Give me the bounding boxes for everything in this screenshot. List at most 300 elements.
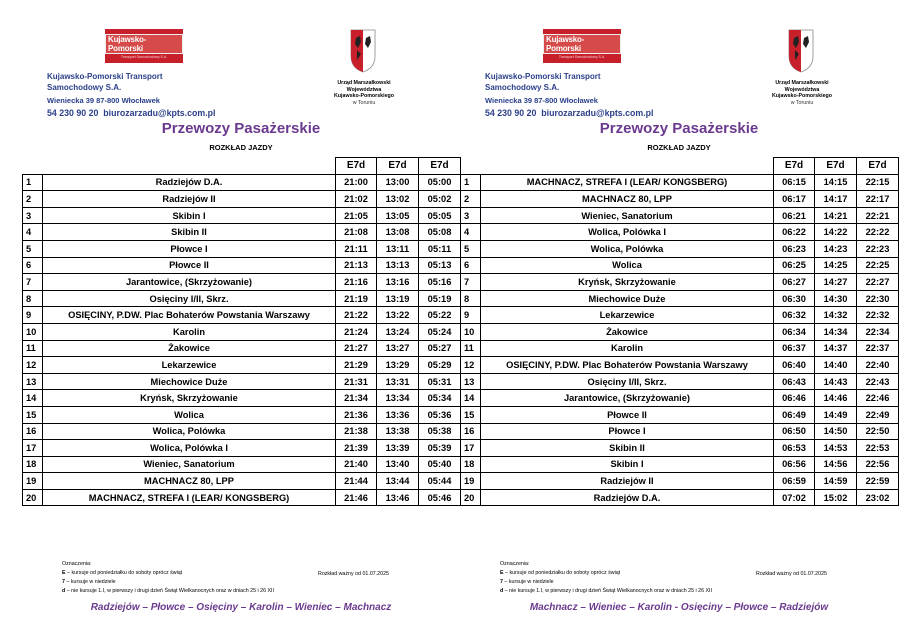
column-header: E7d xyxy=(857,158,899,175)
departure-time: 13:34 xyxy=(377,390,419,407)
departure-time: 05:36 xyxy=(419,406,461,423)
stop-name: Skibin II xyxy=(43,224,336,241)
stop-number: 7 xyxy=(461,274,481,291)
stop-number: 19 xyxy=(23,473,43,490)
departure-time: 21:16 xyxy=(336,274,377,291)
departure-time: 06:21 xyxy=(774,207,815,224)
departure-time: 05:02 xyxy=(419,191,461,208)
departure-time: 21:00 xyxy=(336,174,377,191)
timetable-left xyxy=(22,157,461,506)
table-row xyxy=(461,406,899,423)
stop-number: 15 xyxy=(461,406,481,423)
stop-name: Skibin II xyxy=(481,440,774,457)
legend-item: 7 – kursuje w niedziele xyxy=(500,579,554,585)
table-row xyxy=(461,456,899,473)
departure-time: 05:34 xyxy=(419,390,461,407)
column-header: E7d xyxy=(774,158,815,175)
table-row xyxy=(23,406,461,423)
legend-title: Oznaczenia: xyxy=(62,561,92,567)
stop-name: Osięciny I/II, Skrz. xyxy=(481,373,774,390)
table-row xyxy=(23,357,461,374)
departure-time: 05:29 xyxy=(419,357,461,374)
departure-time: 06:46 xyxy=(774,390,815,407)
table-row xyxy=(461,357,899,374)
stop-name: Wieniec, Sanatorium xyxy=(43,456,336,473)
departure-time: 22:25 xyxy=(857,257,899,274)
table-row xyxy=(461,323,899,340)
departure-time: 14:15 xyxy=(815,174,857,191)
table-row xyxy=(23,340,461,357)
stop-number: 5 xyxy=(461,240,481,257)
table-row xyxy=(461,423,899,440)
phone-number: 54 230 90 20 xyxy=(485,108,537,118)
table-row xyxy=(23,423,461,440)
table-row xyxy=(461,290,899,307)
departure-time: 06:50 xyxy=(774,423,815,440)
stop-number: 4 xyxy=(23,224,43,241)
stop-name: Radziejów II xyxy=(481,473,774,490)
departure-time: 13:40 xyxy=(377,456,419,473)
departure-time: 06:22 xyxy=(774,224,815,241)
table-row xyxy=(23,207,461,224)
table-row xyxy=(461,373,899,390)
stop-number: 17 xyxy=(461,440,481,457)
stop-number: 6 xyxy=(461,257,481,274)
departure-time: 14:25 xyxy=(815,257,857,274)
stop-number: 9 xyxy=(461,307,481,324)
route-name: Machnacz – Wieniec – Karolin - Osięciny – Płowce – Radziejów xyxy=(529,602,829,613)
stop-name: Miechowice Duże xyxy=(43,373,336,390)
departure-time: 14:32 xyxy=(815,307,857,324)
departure-time: 14:27 xyxy=(815,274,857,291)
company-address: Wieniecka 39 87-800 Włocławek xyxy=(47,96,160,105)
departure-time: 05:40 xyxy=(419,456,461,473)
departure-time: 21:46 xyxy=(336,489,377,506)
stop-name: Radziejów D.A. xyxy=(481,489,774,506)
departure-time: 05:13 xyxy=(419,257,461,274)
stop-number: 1 xyxy=(23,174,43,191)
stop-number: 8 xyxy=(461,290,481,307)
departure-time: 22:37 xyxy=(857,340,899,357)
table-row xyxy=(23,191,461,208)
departure-time: 06:43 xyxy=(774,373,815,390)
table-row xyxy=(23,390,461,407)
legend-item: d – nie kursuje 1.I, w pierwszy i drugi dzień Świąt Wielkanocnych oraz w dniach 25 i 26 XII xyxy=(62,588,274,594)
departure-time: 14:30 xyxy=(815,290,857,307)
departure-time: 06:15 xyxy=(774,174,815,191)
departure-time: 21:31 xyxy=(336,373,377,390)
departure-time: 15:02 xyxy=(815,489,857,506)
stop-name: Kryńsk, Skrzyżowanie xyxy=(481,274,774,291)
stop-number: 4 xyxy=(461,224,481,241)
table-row xyxy=(23,274,461,291)
office-line-3: Kujawsko-Pomorskiego xyxy=(333,93,395,100)
departure-time: 23:02 xyxy=(857,489,899,506)
page-subtitle: ROZKŁAD JAZDY xyxy=(209,143,273,152)
departure-time: 13:16 xyxy=(377,274,419,291)
marshal-office-label xyxy=(322,80,406,106)
timetable-right xyxy=(460,157,899,506)
stop-number: 3 xyxy=(461,207,481,224)
header-blank xyxy=(481,158,774,175)
departure-time: 21:02 xyxy=(336,191,377,208)
table-row xyxy=(461,207,899,224)
table-row xyxy=(23,323,461,340)
departure-time: 21:22 xyxy=(336,307,377,324)
departure-time: 22:46 xyxy=(857,390,899,407)
departure-time: 21:39 xyxy=(336,440,377,457)
table-row xyxy=(461,240,899,257)
stop-name: MACHNACZ 80, LPP xyxy=(481,191,774,208)
departure-time: 05:08 xyxy=(419,224,461,241)
table-row xyxy=(23,290,461,307)
table-row xyxy=(461,489,899,506)
departure-time: 05:22 xyxy=(419,307,461,324)
departure-time: 22:34 xyxy=(857,323,899,340)
departure-time: 05:00 xyxy=(419,174,461,191)
departure-time: 14:56 xyxy=(815,456,857,473)
departure-time: 22:23 xyxy=(857,240,899,257)
header-blank xyxy=(23,158,43,175)
stop-number: 3 xyxy=(23,207,43,224)
stop-number: 12 xyxy=(461,357,481,374)
marshal-office-label xyxy=(760,80,844,106)
kpts-logo xyxy=(543,29,621,63)
stop-number: 14 xyxy=(23,390,43,407)
departure-time: 21:38 xyxy=(336,423,377,440)
stop-number: 8 xyxy=(23,290,43,307)
stop-number: 20 xyxy=(461,489,481,506)
departure-time: 05:24 xyxy=(419,323,461,340)
departure-time: 06:53 xyxy=(774,440,815,457)
legend-item: E – kursuje od poniedziałku do soboty oprócz świąt xyxy=(500,570,621,576)
validity-note: Rozkład ważny od 01.07.2025 xyxy=(756,571,827,577)
validity-note: Rozkład ważny od 01.07.2025 xyxy=(318,571,389,577)
stop-number: 13 xyxy=(23,373,43,390)
email-address: biurozarzadu@kpts.com.pl xyxy=(103,108,216,118)
departure-time: 13:11 xyxy=(377,240,419,257)
page-subtitle: ROZKŁAD JAZDY xyxy=(647,143,711,152)
stop-name: Wolica, Polówka I xyxy=(481,224,774,241)
stop-number: 11 xyxy=(461,340,481,357)
departure-time: 13:38 xyxy=(377,423,419,440)
office-city: w Toruniu xyxy=(352,99,376,106)
table-row xyxy=(461,307,899,324)
stop-name: Wolica, Polówka I xyxy=(43,440,336,457)
stop-number: 10 xyxy=(23,323,43,340)
office-line-2: Województwa xyxy=(784,86,820,93)
departure-time: 21:08 xyxy=(336,224,377,241)
departure-time: 06:32 xyxy=(774,307,815,324)
table-row xyxy=(461,274,899,291)
office-city: w Toruniu xyxy=(790,99,814,106)
departure-time: 14:22 xyxy=(815,224,857,241)
stop-number: 1 xyxy=(461,174,481,191)
legend-item: d – nie kursuje 1.I, w pierwszy i drugi dzień Świąt Wielkanocnych oraz w dniach 25 i 26 XII xyxy=(500,588,712,594)
departure-time: 05:16 xyxy=(419,274,461,291)
header-blank xyxy=(43,158,336,175)
table-row xyxy=(461,191,899,208)
stop-name: Żakowice xyxy=(481,323,774,340)
departure-time: 05:27 xyxy=(419,340,461,357)
departure-time: 06:34 xyxy=(774,323,815,340)
stop-number: 7 xyxy=(23,274,43,291)
table-row xyxy=(23,456,461,473)
table-row xyxy=(461,224,899,241)
voivodeship-crest-icon xyxy=(787,28,815,74)
departure-time: 21:29 xyxy=(336,357,377,374)
departure-time: 13:31 xyxy=(377,373,419,390)
table-row xyxy=(461,390,899,407)
table-row xyxy=(23,240,461,257)
stop-name: Wieniec, Sanatorium xyxy=(481,207,774,224)
table-row xyxy=(23,373,461,390)
departure-time: 13:22 xyxy=(377,307,419,324)
departure-time: 21:24 xyxy=(336,323,377,340)
departure-time: 13:36 xyxy=(377,406,419,423)
stop-name: Osięciny I/II, Skrz. xyxy=(43,290,336,307)
stop-name: Karolin xyxy=(43,323,336,340)
table-row xyxy=(461,174,899,191)
stop-number: 2 xyxy=(461,191,481,208)
departure-time: 06:37 xyxy=(774,340,815,357)
departure-time: 06:49 xyxy=(774,406,815,423)
table-row xyxy=(23,174,461,191)
departure-time: 21:44 xyxy=(336,473,377,490)
email-address: biurozarzadu@kpts.com.pl xyxy=(541,108,654,118)
logo-subtext: Transport Samochodowy S.A. xyxy=(558,54,606,59)
stop-name: Wolica, Polówka xyxy=(43,423,336,440)
departure-time: 21:36 xyxy=(336,406,377,423)
departure-time: 22:53 xyxy=(857,440,899,457)
table-row xyxy=(23,489,461,506)
stop-name: Lekarzewice xyxy=(481,307,774,324)
table-row xyxy=(23,440,461,457)
stop-name: MACHNACZ 80, LPP xyxy=(43,473,336,490)
departure-time: 13:13 xyxy=(377,257,419,274)
departure-time: 21:13 xyxy=(336,257,377,274)
table-row xyxy=(23,257,461,274)
stop-name: Skibin I xyxy=(43,207,336,224)
departure-time: 22:59 xyxy=(857,473,899,490)
departure-time: 14:23 xyxy=(815,240,857,257)
stop-name: Wolica xyxy=(481,257,774,274)
company-line-2: Samochodowy S.A. xyxy=(485,83,560,92)
stop-number: 20 xyxy=(23,489,43,506)
departure-time: 22:17 xyxy=(857,191,899,208)
stop-number: 18 xyxy=(23,456,43,473)
departure-time: 14:17 xyxy=(815,191,857,208)
legend xyxy=(500,560,712,596)
stop-name: MACHNACZ, STREFA I (LEAR/ KONGSBERG) xyxy=(481,174,774,191)
logo-subtext: Transport Samochodowy S.A. xyxy=(120,54,168,59)
stop-number: 14 xyxy=(461,390,481,407)
departure-time: 21:34 xyxy=(336,390,377,407)
departure-time: 13:19 xyxy=(377,290,419,307)
departure-time: 13:08 xyxy=(377,224,419,241)
office-line-1: Urząd Marszałkowski xyxy=(337,80,391,86)
stop-number: 5 xyxy=(23,240,43,257)
stop-name: Radziejów D.A. xyxy=(43,174,336,191)
page-title: Przewozy Pasażerskie xyxy=(161,120,321,137)
stop-name: Płowce II xyxy=(43,257,336,274)
departure-time: 13:44 xyxy=(377,473,419,490)
departure-time: 14:50 xyxy=(815,423,857,440)
route-name: Radziejów – Płowce – Osięciny – Karolin – Wieniec – Machnacz xyxy=(90,602,392,613)
stop-name: MACHNACZ, STREFA I (LEAR/ KONGSBERG) xyxy=(43,489,336,506)
stop-number: 13 xyxy=(461,373,481,390)
voivodeship-crest-icon xyxy=(349,28,377,74)
header-blank xyxy=(461,158,481,175)
logo-text: Kujawsko-Pomorski xyxy=(105,34,183,54)
table-row xyxy=(23,307,461,324)
departure-time: 13:27 xyxy=(377,340,419,357)
departure-time: 13:29 xyxy=(377,357,419,374)
stop-number: 18 xyxy=(461,456,481,473)
departure-time: 13:02 xyxy=(377,191,419,208)
departure-time: 14:53 xyxy=(815,440,857,457)
departure-time: 14:43 xyxy=(815,373,857,390)
stop-name: OSIĘCINY, P.DW. Plac Bohaterów Powstania Warszawy xyxy=(481,357,774,374)
departure-time: 05:44 xyxy=(419,473,461,490)
stop-number: 2 xyxy=(23,191,43,208)
phone-number: 54 230 90 20 xyxy=(47,108,99,118)
departure-time: 05:38 xyxy=(419,423,461,440)
departure-time: 05:19 xyxy=(419,290,461,307)
departure-time: 06:40 xyxy=(774,357,815,374)
stop-number: 10 xyxy=(461,323,481,340)
stop-name: Żakowice xyxy=(43,340,336,357)
departure-time: 05:05 xyxy=(419,207,461,224)
legend xyxy=(62,560,274,596)
departure-time: 14:34 xyxy=(815,323,857,340)
company-address: Wieniecka 39 87-800 Włocławek xyxy=(485,96,598,105)
departure-time: 14:59 xyxy=(815,473,857,490)
office-line-1: Urząd Marszałkowski xyxy=(775,80,829,86)
company-line-1: Kujawsko-Pomorski Transport xyxy=(47,72,163,81)
legend-title: Oznaczenia: xyxy=(500,561,530,567)
departure-time: 13:00 xyxy=(377,174,419,191)
column-header: E7d xyxy=(377,158,419,175)
departure-time: 21:27 xyxy=(336,340,377,357)
timetable-panel-left xyxy=(22,0,460,638)
departure-time: 14:40 xyxy=(815,357,857,374)
stop-name: Płowce I xyxy=(481,423,774,440)
departure-time: 14:46 xyxy=(815,390,857,407)
office-line-2: Województwa xyxy=(346,86,382,93)
contact-line xyxy=(47,108,215,118)
stop-number: 16 xyxy=(23,423,43,440)
departure-time: 13:24 xyxy=(377,323,419,340)
departure-time: 06:23 xyxy=(774,240,815,257)
company-name xyxy=(47,71,163,93)
timetable-panel-right xyxy=(460,0,898,638)
departure-time: 06:59 xyxy=(774,473,815,490)
departure-time: 05:39 xyxy=(419,440,461,457)
company-line-1: Kujawsko-Pomorski Transport xyxy=(485,72,601,81)
table-row xyxy=(461,257,899,274)
table-row xyxy=(461,473,899,490)
departure-time: 21:05 xyxy=(336,207,377,224)
departure-time: 13:46 xyxy=(377,489,419,506)
departure-time: 22:27 xyxy=(857,274,899,291)
stop-number: 6 xyxy=(23,257,43,274)
stop-name: Miechowice Duże xyxy=(481,290,774,307)
stop-name: Skibin I xyxy=(481,456,774,473)
legend-item: 7 – kursuje w niedziele xyxy=(62,579,116,585)
departure-time: 05:11 xyxy=(419,240,461,257)
departure-time: 22:30 xyxy=(857,290,899,307)
departure-time: 06:30 xyxy=(774,290,815,307)
office-line-3: Kujawsko-Pomorskiego xyxy=(771,93,833,100)
company-name xyxy=(485,71,601,93)
stop-name: Płowce II xyxy=(481,406,774,423)
table-header-row xyxy=(23,158,461,175)
kpts-logo xyxy=(105,29,183,63)
departure-time: 22:21 xyxy=(857,207,899,224)
table-row xyxy=(23,224,461,241)
table-header-row xyxy=(461,158,899,175)
departure-time: 06:27 xyxy=(774,274,815,291)
stop-name: Płowce I xyxy=(43,240,336,257)
column-header: E7d xyxy=(336,158,377,175)
column-header: E7d xyxy=(815,158,857,175)
table-row xyxy=(461,340,899,357)
stop-name: Wolica, Polówka xyxy=(481,240,774,257)
stop-number: 17 xyxy=(23,440,43,457)
departure-time: 22:32 xyxy=(857,307,899,324)
departure-time: 22:50 xyxy=(857,423,899,440)
departure-time: 21:11 xyxy=(336,240,377,257)
stop-number: 19 xyxy=(461,473,481,490)
legend-item: E – kursuje od poniedziałku do soboty oprócz świąt xyxy=(62,570,183,576)
stop-name: Jarantowice, (Skrzyżowanie) xyxy=(43,274,336,291)
company-line-2: Samochodowy S.A. xyxy=(47,83,122,92)
departure-time: 22:40 xyxy=(857,357,899,374)
table-row xyxy=(461,440,899,457)
departure-time: 06:25 xyxy=(774,257,815,274)
stop-name: Wolica xyxy=(43,406,336,423)
departure-time: 22:56 xyxy=(857,456,899,473)
stop-name: Jarantowice, (Skrzyżowanie) xyxy=(481,390,774,407)
logo-text: Kujawsko-Pomorski xyxy=(543,34,621,54)
stop-number: 15 xyxy=(23,406,43,423)
departure-time: 22:49 xyxy=(857,406,899,423)
stop-name: Karolin xyxy=(481,340,774,357)
departure-time: 22:43 xyxy=(857,373,899,390)
departure-time: 06:56 xyxy=(774,456,815,473)
departure-time: 05:31 xyxy=(419,373,461,390)
departure-time: 06:17 xyxy=(774,191,815,208)
column-header: E7d xyxy=(419,158,461,175)
departure-time: 21:40 xyxy=(336,456,377,473)
departure-time: 22:15 xyxy=(857,174,899,191)
departure-time: 14:37 xyxy=(815,340,857,357)
departure-time: 14:21 xyxy=(815,207,857,224)
departure-time: 21:19 xyxy=(336,290,377,307)
contact-line xyxy=(485,108,653,118)
departure-time: 13:39 xyxy=(377,440,419,457)
stop-number: 11 xyxy=(23,340,43,357)
page-title: Przewozy Pasażerskie xyxy=(599,120,759,137)
departure-time: 14:49 xyxy=(815,406,857,423)
departure-time: 07:02 xyxy=(774,489,815,506)
stop-number: 16 xyxy=(461,423,481,440)
stop-name: OSIĘCINY, P.DW. Plac Bohaterów Powstania Warszawy xyxy=(43,307,336,324)
table-row xyxy=(23,473,461,490)
departure-time: 05:46 xyxy=(419,489,461,506)
departure-time: 13:05 xyxy=(377,207,419,224)
